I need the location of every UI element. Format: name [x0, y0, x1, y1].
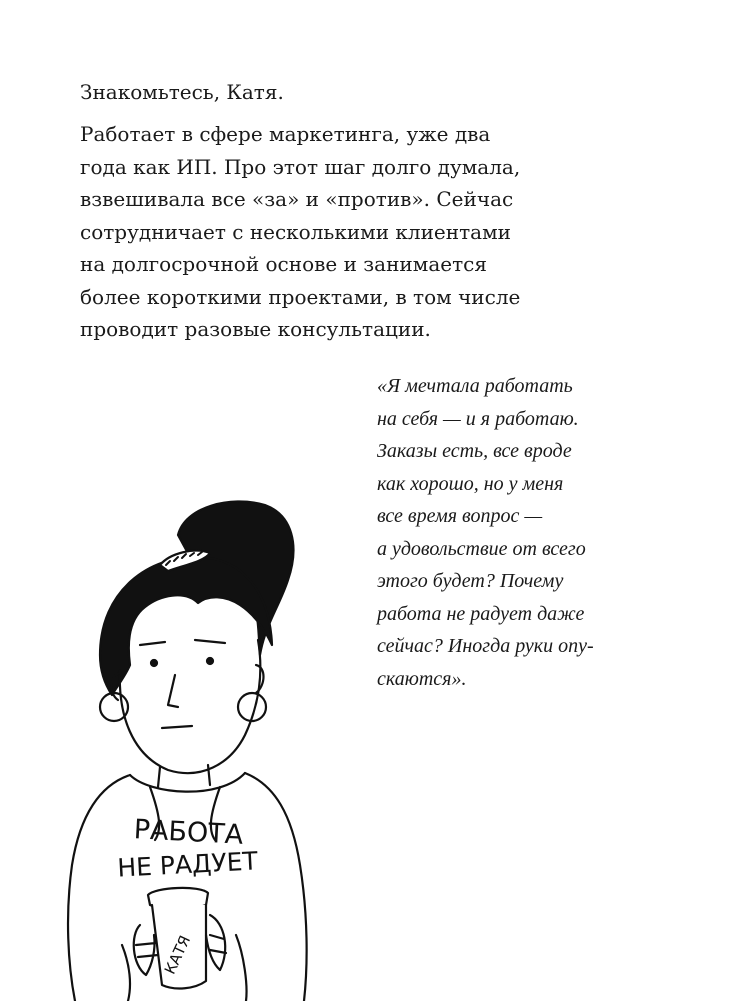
left-eye: [151, 660, 157, 666]
quote-line: как хорошо, но у меня: [377, 472, 564, 495]
quote-block: [377, 370, 707, 695]
body-line: Работает в сфере маркетинга, уже два: [80, 122, 491, 146]
body-line: проводит разовые консультации.: [80, 317, 431, 341]
body-paragraph: [80, 118, 560, 346]
quote-line: скаются».: [377, 667, 467, 690]
body-line: на долгосрочной основе и занимается: [80, 252, 487, 276]
shirt-text-line2: НЕ РАДУЕТ: [116, 846, 259, 883]
quote-line: работа не радует даже: [377, 602, 585, 625]
face: [120, 640, 261, 773]
body-line: более короткими проектами, в том числе: [80, 284, 521, 309]
quote-line: все время вопрос —: [377, 505, 543, 527]
body-line: года как ИП. Про этот шаг долго думала,: [80, 154, 521, 179]
quote-line: Заказы есть, все вроде: [377, 440, 572, 462]
mouth: [162, 726, 192, 728]
quote-line: а удовольствие от всего: [377, 537, 586, 560]
shirt-text-line1: РАБОТА: [132, 814, 244, 851]
quote-line: этого будет? Почему: [377, 570, 564, 592]
right-eyebrow: [195, 640, 225, 643]
right-eye: [207, 658, 213, 664]
body-line: сотрудничает с несколькими клиентами: [80, 219, 511, 244]
quote-line: на себя — и я работаю.: [377, 407, 579, 430]
hair: [100, 557, 272, 695]
intro-line: Знакомьтесь, Катя.: [80, 80, 284, 104]
cup-label: КАТЯ: [160, 932, 195, 978]
right-hand: [206, 915, 226, 970]
quote-line: «Я мечтала работать: [377, 375, 573, 397]
body-line: взвешивала все «за» и «против». Сейчас: [80, 187, 514, 211]
nose: [168, 675, 178, 707]
katya-illustration: [60, 495, 320, 1001]
quote-line: сейчас? Иногда руки опу-: [377, 635, 594, 657]
left-eyebrow: [140, 642, 165, 645]
hoodie-collar: [130, 773, 245, 792]
